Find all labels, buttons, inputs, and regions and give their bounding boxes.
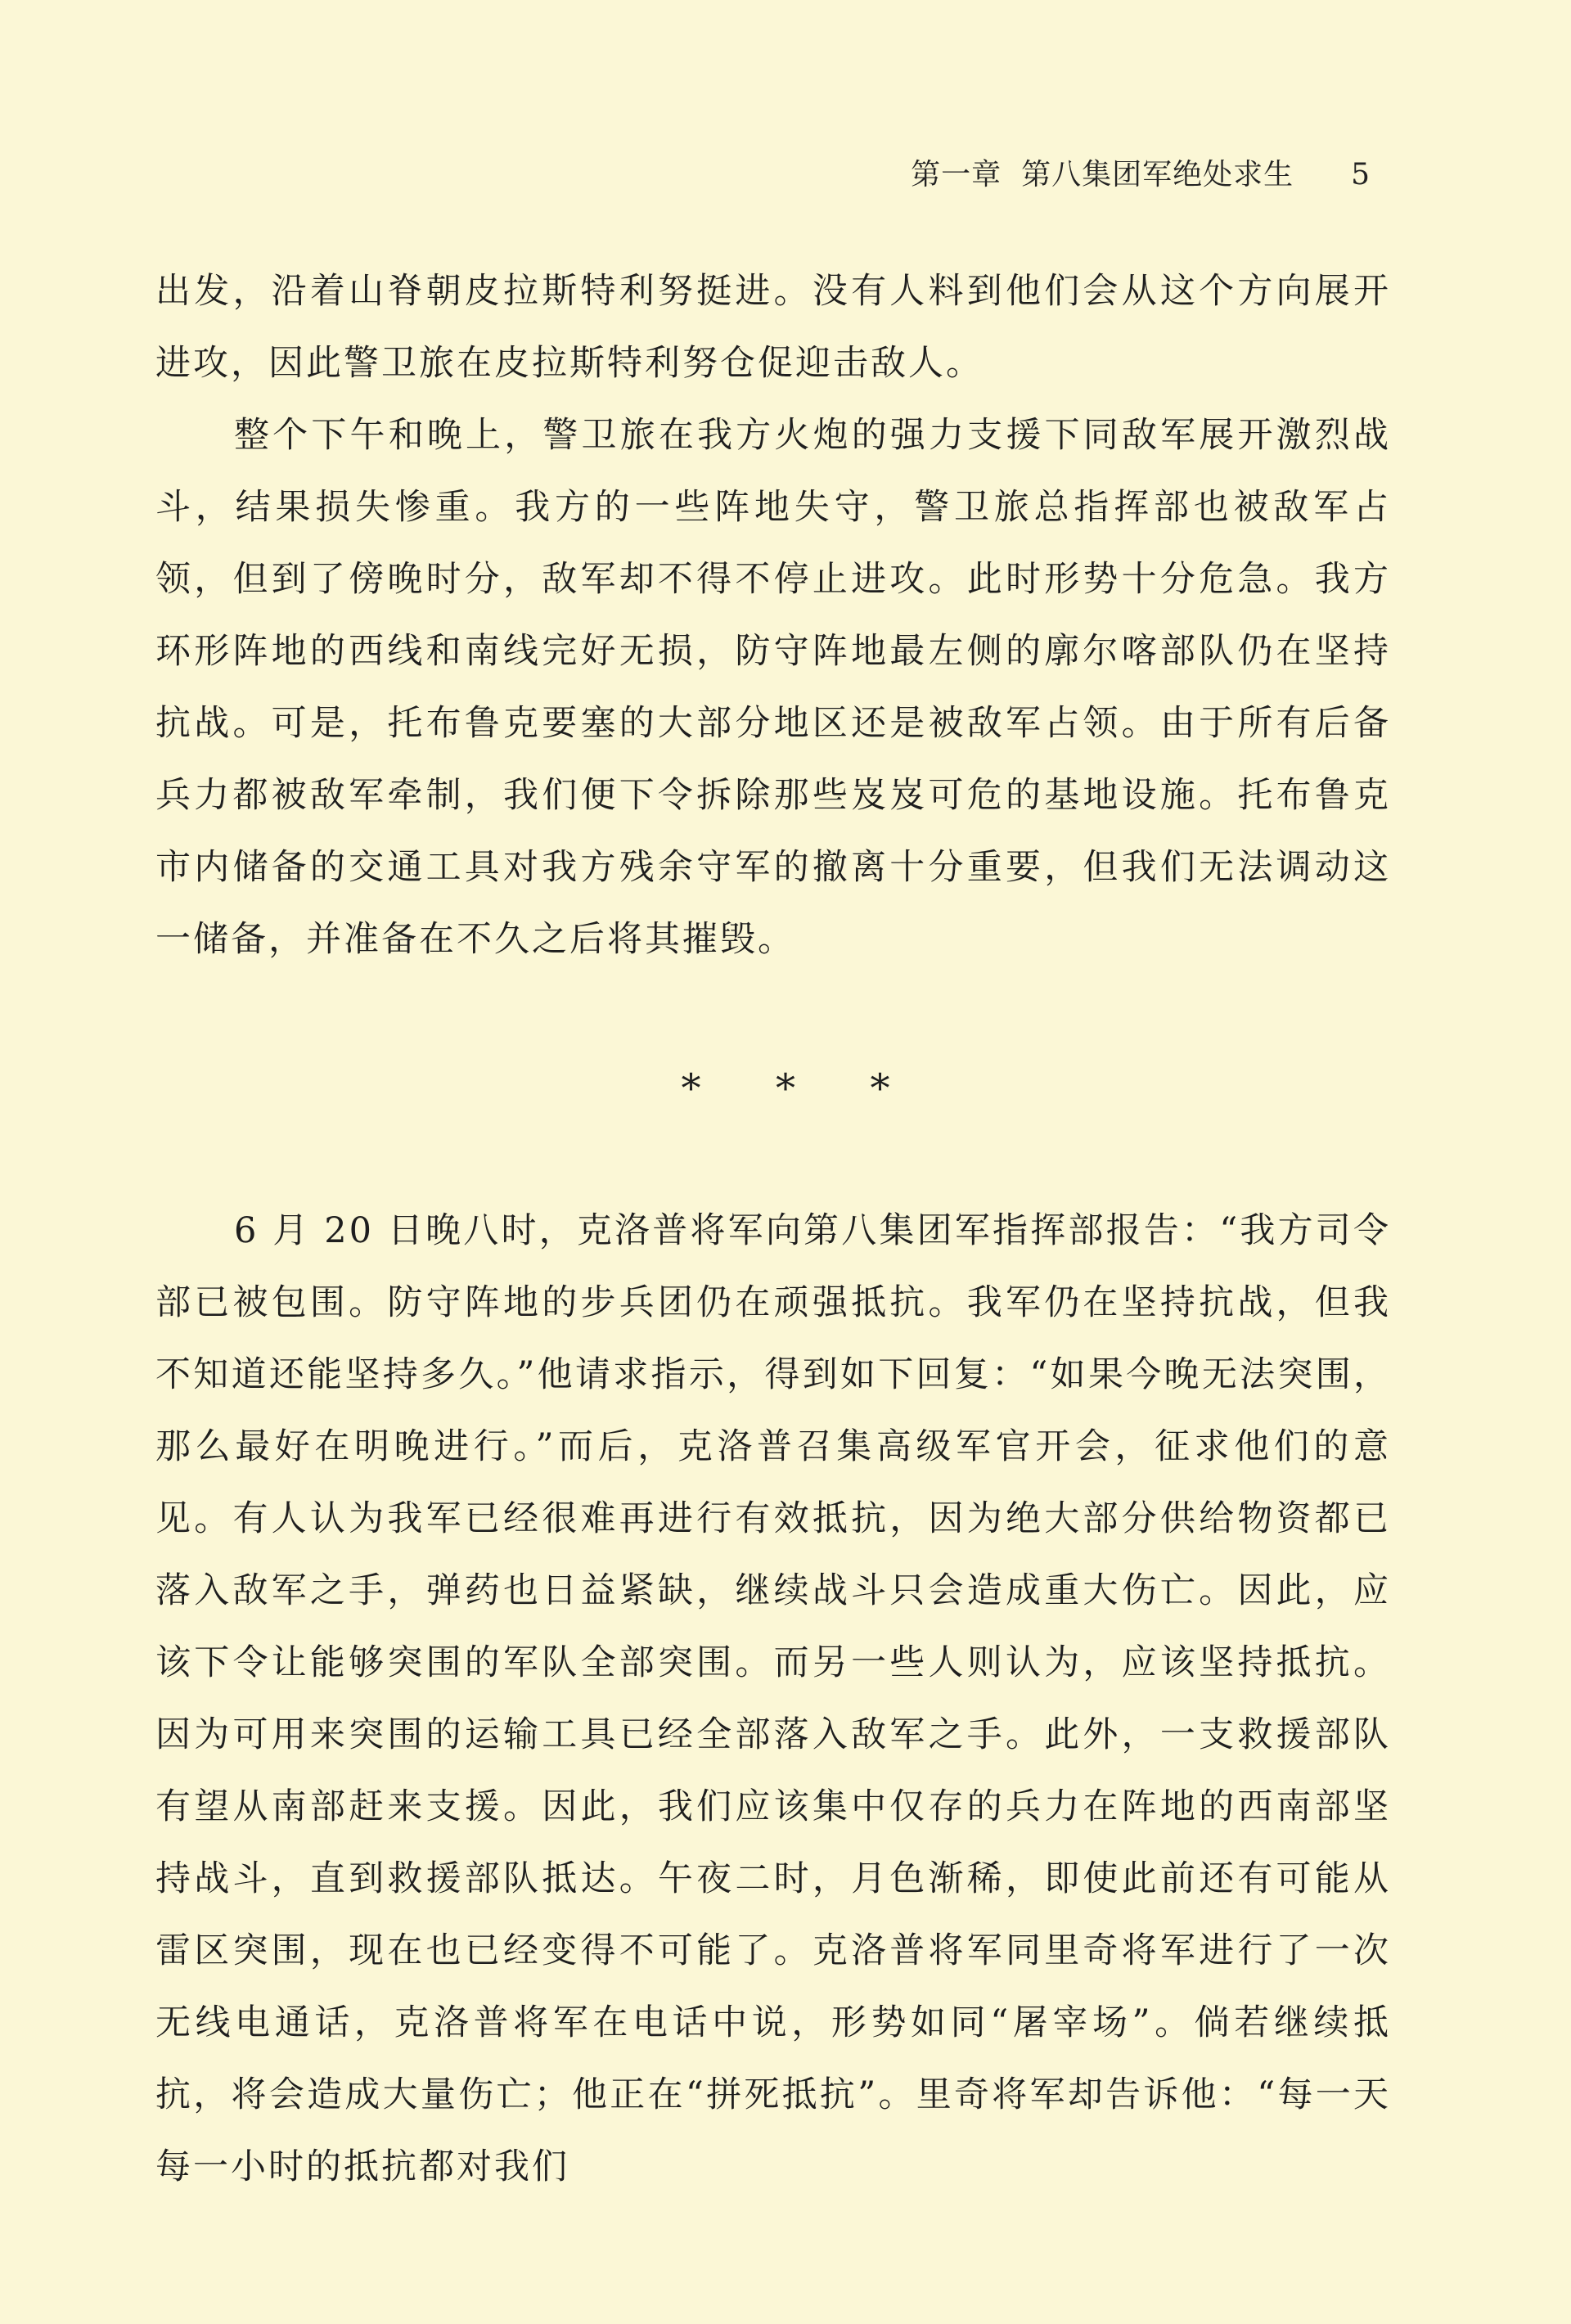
paragraph: 整个下午和晚上，警卫旅在我方火炮的强力支援下同敌军展开激烈战斗，结果损失惨重。我方的一些阵地失守，警卫旅总指挥部也被敌军占领，但到了傍晚时分，敌军却不得不停止进攻。此时形势十分危急。我方环形阵地的西线和南线完好无损，防守阵地最左侧的廓尔喀部队仍在坚持抗战。可是，托布鲁克要塞的大部分地区还是被敌军占领。由于所有后备兵力都被敌军牵制，我们便下令拆除那些岌岌可危的基地设施。托布鲁克市内储备的交通工具对我方残余守军的撤离十分重要，但我们无法调动这一储备，并准备在不久之后将其摧毁。 <box>155 415 1391 960</box>
chapter-title: 第八集团军绝处求生 <box>1021 158 1294 191</box>
text-block-after-break <box>155 1195 1391 2203</box>
paragraph-continued: 出发，沿着山脊朝皮拉斯特利努挺进。没有人料到他们会从这个方向展开进攻，因此警卫旅在皮拉斯特利努仓促迎击敌人。 <box>155 271 1391 384</box>
section-break: * * * <box>681 1065 890 1111</box>
chapter-number: 第一章 <box>911 158 1002 191</box>
paragraph: 6 月 20 日晚八时，克洛普将军向第八集团军指挥部报告：“我方司令部已被包围。防守阵地的步兵团仍在顽强抵抗。我军仍在坚持抗战，但我不知道还能坚持多久。”他请求指示，得到如下回复：“如果今晚无法突围，那么最好在明晚进行。”而后，克洛普召集高级军官开会，征求他们的意见。有人认为我军已经很难再进行有效抵抗，因为绝大部分供给物资都已落入敌军之手，弹药也日益紧缺，继续战斗只会造成重大伤亡。因此，应该下令让能够突围的军队全部突围。而另一些人则认为，应该坚持抵抗。因为可用来突围的运输工具已经全部落入敌军之手。此外，一支救援部队有望从南部赶来支援。因此，我们应该集中仅存的兵力在阵地的西南部坚持战斗，直到救援部队抵达。午夜二时，月色渐稀，即使此前还有可能从雷区突围，现在也已经变得不可能了。克洛普将军同里奇将军进行了一次无线电通话，克洛普将军在电话中说，形势如同“屠宰场”。倘若继续抵抗，将会造成大量伤亡；他正在“拼死抵抗”。里奇将军却告诉他：“每一天每一小时的抵抗都对我们 <box>155 1210 1391 2187</box>
running-header <box>911 155 1371 195</box>
page-number: 5 <box>1351 158 1371 191</box>
text-block-before-break <box>155 255 1391 975</box>
